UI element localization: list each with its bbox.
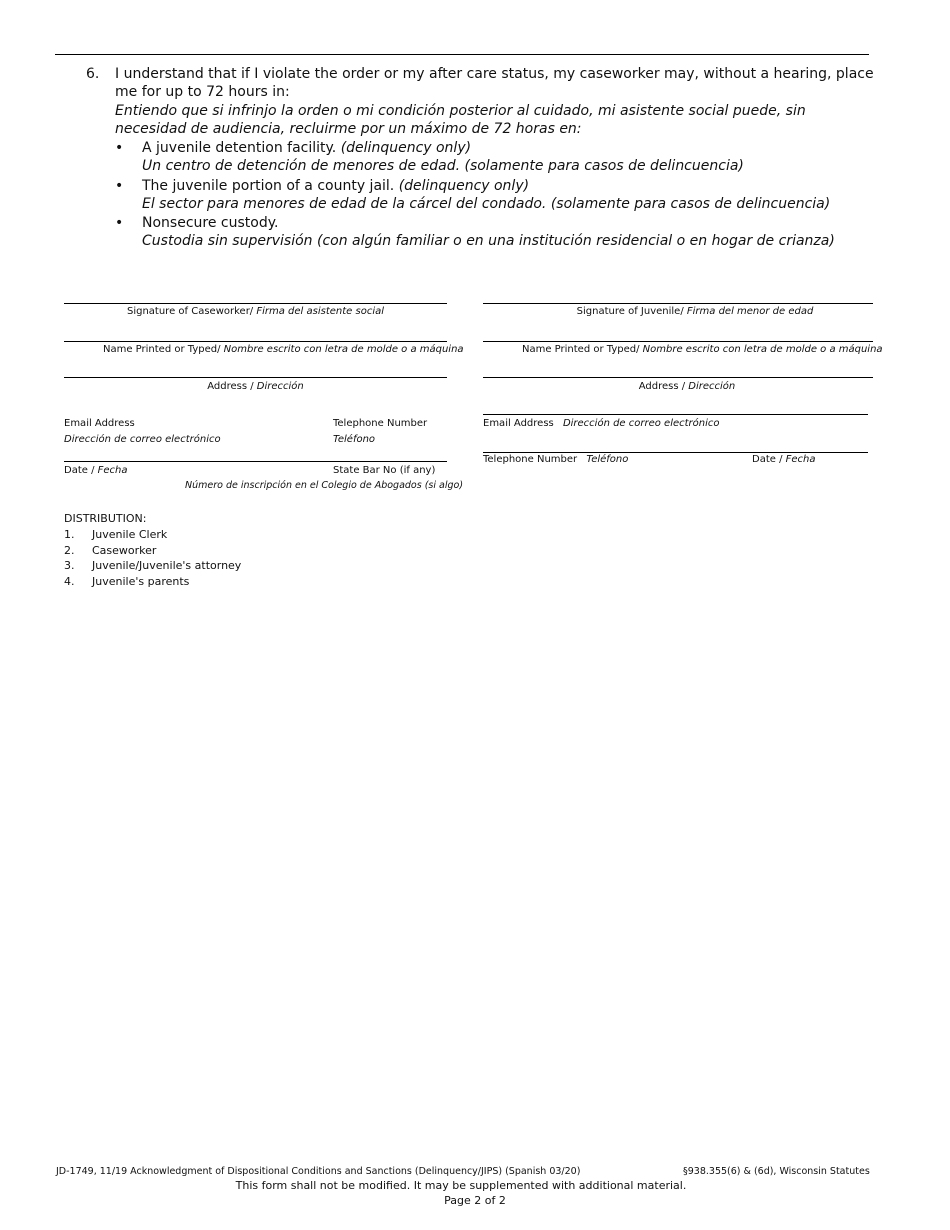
form-notice: This form shall not be modified. It may be supplemented with additional material. <box>235 1179 687 1192</box>
juvenile-date-label <box>752 453 816 466</box>
juvenile-address-label-es: Dirección <box>688 381 736 392</box>
bullet-3-en <box>142 214 882 232</box>
juvenile-phone-label-es: Teléfono <box>586 454 629 465</box>
juvenile-name-label <box>522 343 882 356</box>
caseworker-signature-label-en: Signature of Caseworker/ <box>126 306 254 317</box>
distribution-num: 4. <box>64 575 75 588</box>
page-number: Page 2 of 2 <box>444 1194 506 1207</box>
bullet-icon: • <box>115 215 124 231</box>
bullet-3-en-text: Nonsecure custody. <box>142 215 279 231</box>
caseworker-name-label-es: Nombre escrito con letra de molde o a máquina <box>223 344 464 355</box>
caseworker-phone-label-es: Teléfono <box>333 434 376 445</box>
distribution-label: Caseworker <box>92 544 157 557</box>
caseworker-name-label-en: Name Printed or Typed/ <box>103 344 221 355</box>
bullet-2-es: El sector para menores de edad de la cárcel del condado. (solamente para casos de delincuencia) <box>142 196 831 212</box>
juvenile-address-label <box>492 380 882 393</box>
juvenile-phone-label-en: Telephone Number <box>483 454 578 465</box>
caseworker-email-label-es: Dirección de correo electrónico <box>64 434 221 445</box>
caseworker-date-line[interactable] <box>64 461 447 462</box>
top-rule <box>55 54 869 55</box>
caseworker-date-label-en: Date / <box>64 465 95 476</box>
bullet-1-es: Un centro de detención de menores de edad. (solamente para casos de delincuencia) <box>142 158 744 174</box>
juvenile-signature-label-en: Signature of Juvenile/ <box>576 306 684 317</box>
juvenile-signature-label-es: Firma del menor de edad <box>686 306 814 317</box>
distribution-label: Juvenile/Juvenile's attorney <box>92 559 242 572</box>
bullet-1-en-text: A juvenile detention facility. <box>142 140 337 156</box>
juvenile-name-label-en: Name Printed or Typed/ <box>522 344 640 355</box>
bullet-icon: • <box>115 178 124 194</box>
distribution-num: 3. <box>64 559 75 572</box>
juvenile-date-label-es: Fecha <box>785 454 816 465</box>
juvenile-email-label <box>483 417 720 430</box>
caseworker-address-line[interactable] <box>64 377 447 378</box>
list-item <box>64 527 167 542</box>
caseworker-signature-label-es: Firma del asistente social <box>256 306 385 317</box>
caseworker-address-label-en: Address / <box>207 381 254 392</box>
juvenile-date-label-en: Date / <box>752 454 783 465</box>
list-item <box>64 543 156 558</box>
caseworker-name-label <box>103 343 463 356</box>
caseworker-email-label-en: Email Address <box>64 418 135 429</box>
item-6-text-es: Entiendo que si infrinjo la orden o mi condición posterior al cuidado, mi asistente social puede, sin necesidad de audiencia, recluirme por un máximo de 72 horas en: <box>115 103 806 137</box>
caseworker-date-label-es: Fecha <box>97 465 128 476</box>
state-bar-label-en: State Bar No (if any) <box>333 465 436 476</box>
juvenile-signature-label <box>500 305 890 318</box>
caseworker-signature-line[interactable] <box>64 303 447 304</box>
bullet-2-en <box>142 177 882 195</box>
item-6-number: 6. <box>86 66 100 82</box>
juvenile-address-line[interactable] <box>483 377 873 378</box>
bullet-1-en <box>142 139 882 157</box>
list-item <box>64 574 189 589</box>
caseworker-phone-label-en: Telephone Number <box>333 418 428 429</box>
bullet-2-en-note: (delinquency only) <box>398 178 530 194</box>
juvenile-address-label-en: Address / <box>638 381 686 392</box>
bullet-icon: • <box>115 140 124 156</box>
distribution-title: DISTRIBUTION: <box>64 512 147 525</box>
statutes: §938.355(6) & (6d), Wisconsin Statutes <box>683 1166 870 1177</box>
bullet-1-en-note: (delinquency only) <box>340 140 472 156</box>
caseworker-address-label <box>64 380 447 393</box>
bullet-2-en-text: The juvenile portion of a county jail. <box>142 178 395 194</box>
state-bar-label-es: Número de inscripción en el Colegio de Abogados (si algo) <box>185 480 464 491</box>
list-item <box>64 558 241 573</box>
caseworker-signature-label <box>64 305 447 318</box>
caseworker-address-label-es: Dirección <box>256 381 304 392</box>
juvenile-email-label-en: Email Address <box>483 418 554 429</box>
juvenile-signature-line[interactable] <box>483 303 873 304</box>
form-id: JD-1749, 11/19 Acknowledgment of Dispositional Conditions and Sanctions (Delinquency/JIPS) (Spanish 03/20) <box>56 1166 581 1177</box>
distribution-num: 1. <box>64 528 75 541</box>
juvenile-email-line[interactable] <box>483 414 868 415</box>
caseworker-name-line[interactable] <box>64 341 447 342</box>
juvenile-phone-label <box>483 453 628 466</box>
distribution-label: Juvenile Clerk <box>92 528 168 541</box>
distribution-num: 2. <box>64 544 75 557</box>
juvenile-name-line[interactable] <box>483 341 873 342</box>
juvenile-name-label-es: Nombre escrito con letra de molde o a máquina <box>642 344 883 355</box>
caseworker-date-label <box>64 464 128 477</box>
juvenile-email-label-es: Dirección de correo electrónico <box>562 418 720 429</box>
item-6-text-en: I understand that if I violate the order or my after care status, my caseworker may, without a hearing, place me for up to 72 hours in: <box>115 66 874 100</box>
distribution-label: Juvenile's parents <box>92 575 190 588</box>
bullet-3-es: Custodia sin supervisión (con algún familiar o en una institución residencial o en hogar de crianza) <box>142 233 835 249</box>
